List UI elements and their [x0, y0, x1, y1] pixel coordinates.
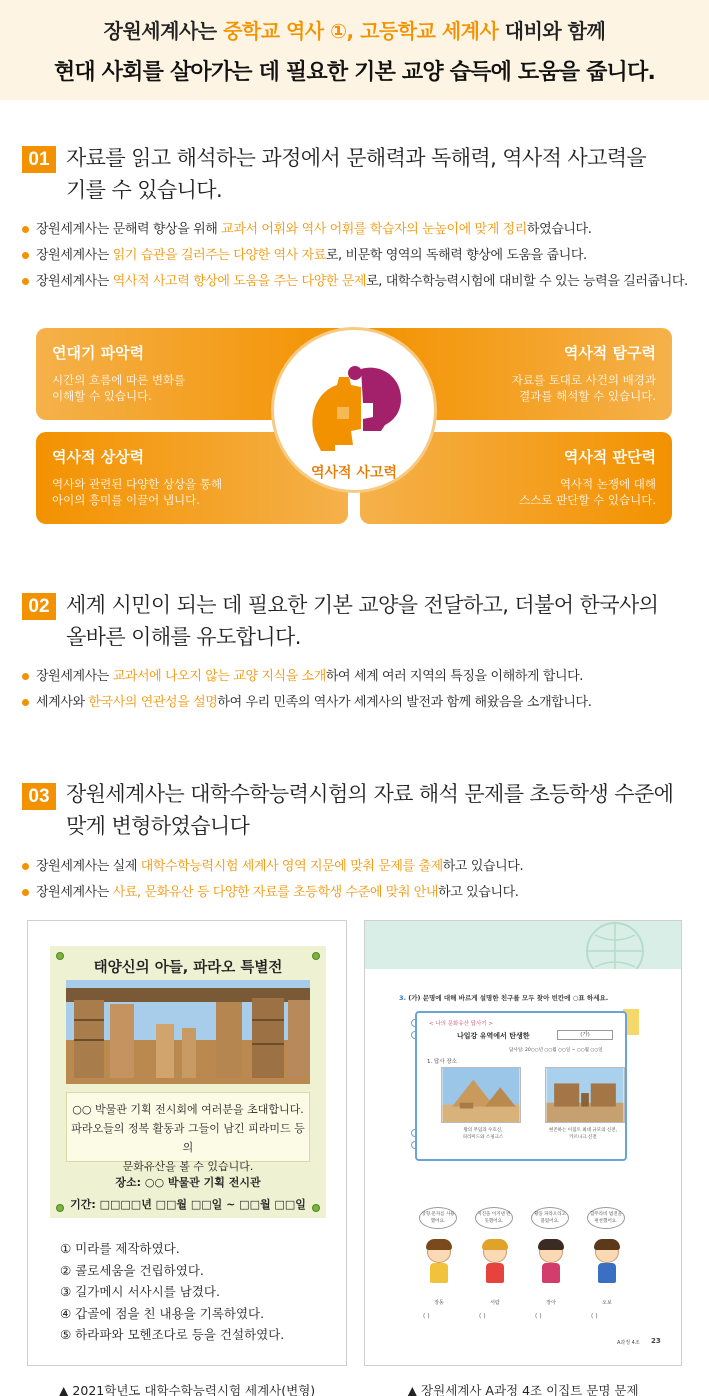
- bullet-item: 장원세계사는 실제 대학수학능력시험 세계사 영역 지문에 맞춰 문제를 출제하고 있습니다.: [22, 857, 692, 876]
- page-number: 23: [651, 1337, 661, 1345]
- kid-character: [425, 1241, 453, 1287]
- card-title: 역사적 판단력: [563, 448, 656, 466]
- caption-left: ▲ 2021학년도 대학수학능력시험 세계사(변형): [58, 1383, 316, 1396]
- option-2: ② 콜로세움을 건립하였다.: [60, 1262, 204, 1278]
- speech-bubble: 상형 문자를 사용했어요.: [419, 1207, 457, 1229]
- kid-name: 오보: [602, 1300, 612, 1306]
- top-banner: [0, 0, 709, 100]
- kid-name: 장아: [546, 1300, 556, 1306]
- card-desc: 역사적 논쟁에 대해 스스로 판단할 수 있습니다.: [519, 477, 656, 507]
- section-1-bullets: [22, 220, 692, 298]
- section-1-number: 01: [22, 146, 56, 173]
- report-sub: 1. 답사 장소: [427, 1059, 457, 1065]
- report-blank: (가): [557, 1030, 613, 1040]
- kid-character: [481, 1241, 509, 1287]
- card-desc: 역사와 관련된 다양한 상상을 통해 아이의 흥미를 이끌어 냅니다.: [52, 477, 223, 507]
- section-3-number: 03: [22, 783, 56, 810]
- section-3-title: 장원세계사는 대학수학능력시험의 자료 해석 문제를 초등학생 수준에 맞게 변형하였습니다: [66, 782, 674, 838]
- banner-line-1: 장원세계사는 중학교 역사 ①, 고등학교 세계사 대비와 함께: [103, 19, 606, 43]
- bullet-item: 장원세계사는 읽기 습관을 길러주는 다양한 역사 자료로, 비문학 영역의 독해력 향상에 도움을 줍니다.: [22, 246, 692, 265]
- exhibition-poster: [50, 946, 326, 1218]
- photo-caption-1: 왕의 무덤과 수호신, 피라미드와 스핑크스: [462, 1128, 504, 1140]
- option-1: ① 미라를 제작하였다.: [60, 1241, 180, 1256]
- answer-options: [60, 1238, 284, 1346]
- question-text: 3. (가) 문명에 대해 바르게 설명한 친구를 모두 찾아 빈칸에 ○표 하세요.: [399, 994, 609, 1002]
- pyramid-photo: [441, 1067, 521, 1123]
- speech-bubble: 황을 파라오라고 불렀어요.: [531, 1207, 569, 1229]
- card-title: 역사적 탐구력: [563, 344, 656, 362]
- bullet-item: 장원세계사는 역사적 사고력 향상에 도움을 주는 다양한 문제로, 대학수학능력시험에 대비할 수 있는 능력을 길러줍니다.: [22, 272, 692, 291]
- card-title: 연대기 파악력: [52, 344, 145, 362]
- answer-blank: ( ): [423, 1313, 430, 1320]
- poster-place: 장소: ○○ 박물관 기획 전시관: [115, 1176, 261, 1189]
- answer-blank: ( ): [591, 1313, 598, 1320]
- poster-title: 태양신의 아들, 파라오 특별전: [93, 960, 283, 976]
- karnak-photo: [545, 1067, 625, 1123]
- option-3: ③ 길가메시 서사시를 남겼다.: [60, 1284, 220, 1299]
- kid-character: [537, 1241, 565, 1287]
- section-1-title: 자료를 읽고 해석하는 과정에서 문해력과 독해력, 역사적 사고력을 기를 수 있습니다.: [66, 146, 647, 202]
- option-4: ④ 갑골에 점을 친 내용을 기록하였다.: [60, 1305, 265, 1321]
- photo-caption-2: 현존하는 이집트 최대 규모의 신전, 카르나크 신전: [548, 1128, 617, 1140]
- center-label: 역사적 사고력: [310, 465, 398, 481]
- answer-blank: ( ): [535, 1313, 542, 1320]
- speech-bubble: 함무라비 법전을 편찬했어요.: [587, 1207, 625, 1229]
- bullet-item: 장원세계사는 사료, 문화유산 등 다양한 자료를 초등학생 수준에 맞춰 안내하고 있습니다.: [22, 883, 692, 902]
- answer-blank: ( ): [479, 1313, 486, 1320]
- speech-bubble: 지진을 이겨낸 반듯했어요.: [475, 1207, 513, 1229]
- poster-period: 기간: □□□□년 □□월 □□일 ~ □□월 □□일: [70, 1198, 306, 1211]
- kid-name: 장동: [434, 1300, 444, 1306]
- caption-right: ▲ 장원세계사 A과정 4조 이집트 문명 문제: [407, 1383, 639, 1396]
- kid-name: 서람: [490, 1300, 500, 1306]
- banner-line-2: 현대 사회를 살아가는 데 필요한 기본 교양 습득에 도움을 줍니다.: [53, 60, 656, 85]
- section-3-bullets: [22, 857, 692, 909]
- temple-photo: [66, 980, 310, 1084]
- section-2-number: 02: [22, 593, 56, 620]
- card-desc: 자료를 토대로 사건의 배경과 결과를 해석할 수 있습니다.: [511, 373, 656, 403]
- globe-icon: [575, 921, 655, 969]
- report-date: 답사일: 20○○년 ○○월 ○○일 ~ ○○월 ○○일: [509, 1048, 603, 1053]
- page-footer-label: A과정 4조: [617, 1340, 640, 1346]
- textbook-page: [364, 920, 682, 1366]
- bullet-item: 장원세계사는 문해력 향상을 위해 교과서 어휘와 역사 어휘를 학습자의 눈높이에 맞게 정리하였습니다.: [22, 220, 692, 239]
- kid-character: [593, 1241, 621, 1287]
- card-desc: 시간의 흐름에 따른 변화를 이해할 수 있습니다.: [52, 373, 186, 403]
- report-heading: 나일강 유역에서 탄생한: [457, 1032, 530, 1040]
- option-5: ⑤ 하라파와 모헨조다로 등을 건설하였다.: [60, 1327, 285, 1342]
- card-title: 역사적 상상력: [52, 448, 145, 466]
- poster-text: ○○ 박물관 기획 전시회에 여러분을 초대합니다. 파라오들의 정복 활동과 그들이 남긴 피라미드 등의 문화유산을 볼 수 있습니다.: [66, 1092, 310, 1162]
- bullet-item: 세계사와 한국사의 연관성을 설명하여 우리 민족의 역사가 세계사의 발전과 함께 해왔음을 소개합니다.: [22, 693, 692, 712]
- bullet-item: 장원세계사는 교과서에 나오지 않는 교양 지식을 소개하여 세계 여러 지역의 특징을 이해하게 합니다.: [22, 667, 692, 686]
- report-tag: < 나의 문화유산 답사기 >: [429, 1021, 494, 1027]
- section-2-bullets: [22, 667, 692, 719]
- section-2-title: 세계 시민이 되는 데 필요한 기본 교양을 전달하고, 더불어 한국사의 올바른 이해를 유도합니다.: [66, 593, 659, 649]
- report-card: [415, 1011, 627, 1161]
